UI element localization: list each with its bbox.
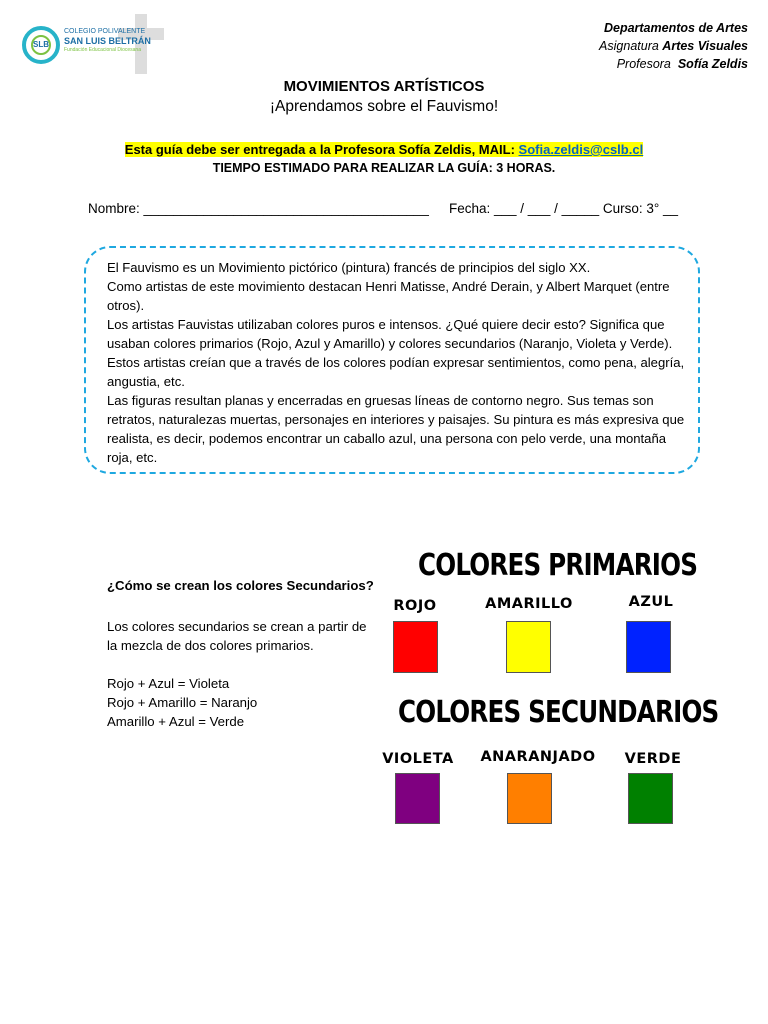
swatch-violeta xyxy=(395,773,440,824)
logo-monogram: SLB xyxy=(31,35,51,55)
info-paragraph: Como artistas de este movimiento destacan Henri Matisse, André Derain, y Albert Marquet (entre otros). xyxy=(107,279,670,313)
swatch-amarillo xyxy=(506,621,551,673)
label-violeta: VIOLETA xyxy=(382,751,454,767)
info-paragraph: Los artistas Fauvistas utilizaban colores puros e intensos. ¿Qué quiere decir esto? Significa que usaban colores primarios (Rojo, Azul y Amarillo) y colores secundarios (Naranjo, Violeta y Verde). Estos artistas creían que a través de los colores podían expresar sentimientos, como pena, alegría, angustia, etc. xyxy=(107,317,685,389)
subject: Artes Visuales xyxy=(662,39,748,53)
info-paragraph: El Fauvismo es un Movimiento pictórico (pintura) francés de principios del siglo XX. xyxy=(107,260,591,275)
primary-colors-title: COLORES PRIMARIOS xyxy=(418,548,698,583)
mix-line: Rojo + Amarillo = Naranjo xyxy=(107,695,258,710)
time-estimate: TIEMPO ESTIMADO PARA REALIZAR LA GUÍA: 3 HORAS. xyxy=(212,161,556,175)
label-azul: AZUL xyxy=(628,594,674,610)
school-logo xyxy=(20,18,168,82)
delivery-notice xyxy=(0,142,768,157)
mix-line: Rojo + Azul = Violeta xyxy=(107,676,230,691)
mix-line: Amarillo + Azul = Verde xyxy=(107,714,245,729)
name-field[interactable]: Nombre: ______________________________________ xyxy=(88,201,429,216)
swatch-verde xyxy=(628,773,673,824)
page-subtitle: ¡Aprendamos sobre el Fauvismo! xyxy=(269,98,499,115)
date-course-field[interactable]: Fecha: ___ / ___ / _____ Curso: 3° __ xyxy=(449,201,679,216)
info-paragraph: Las figuras resultan planas y encerradas en gruesas líneas de contorno negro. Sus temas son retratos, naturalezas muertas, personajes en interiores y paisajes. Su pintura es más expresiva que realista, es decir, podemos encontrar un caballo azul, una persona con pelo verde, una montaña roja, etc. xyxy=(107,393,685,465)
info-text xyxy=(107,258,689,467)
teacher: Sofía Zeldis xyxy=(677,57,748,71)
logo-line1: COLEGIO POLIVALENTE xyxy=(64,28,146,35)
email-link[interactable]: Sofia.zeldis@cslb.cl xyxy=(518,142,644,157)
notice-text: Esta guía debe ser entregada a la Profesora Sofía Zeldis, MAIL: Sofia.zeldis@cslb.cl xyxy=(124,142,644,157)
question-body xyxy=(107,617,377,731)
label-anaranjado: ANARANJADO xyxy=(480,749,596,765)
swatch-rojo xyxy=(393,621,438,673)
swatch-azul xyxy=(626,621,671,673)
header-info xyxy=(599,19,748,73)
label-rojo: ROJO xyxy=(393,598,437,614)
subject-line xyxy=(599,37,748,55)
department: Departamentos de Artes xyxy=(603,21,748,35)
page-title: MOVIMIENTOS ARTÍSTICOS xyxy=(283,78,485,95)
swatch-anaranjado xyxy=(507,773,552,824)
label-amarillo: AMARILLO xyxy=(485,596,573,612)
question-title: ¿Cómo se crean los colores Secundarios? xyxy=(107,578,374,593)
subject-prefix: Asignatura xyxy=(599,39,659,53)
teacher-prefix: Profesora xyxy=(616,57,671,71)
logo-line2: SAN LUIS BELTRÁN xyxy=(64,36,151,46)
teacher-line xyxy=(599,55,748,73)
secondary-colors-title: COLORES SECUNDARIOS xyxy=(398,695,719,730)
question-explanation: Los colores secundarios se crean a partir de la mezcla de dos colores primarios. xyxy=(107,619,367,653)
logo-emblem xyxy=(22,26,60,64)
logo-line3: Fundación Educacional Diocesana xyxy=(64,47,141,53)
label-verde: VERDE xyxy=(624,751,682,767)
logo-text xyxy=(64,28,160,54)
